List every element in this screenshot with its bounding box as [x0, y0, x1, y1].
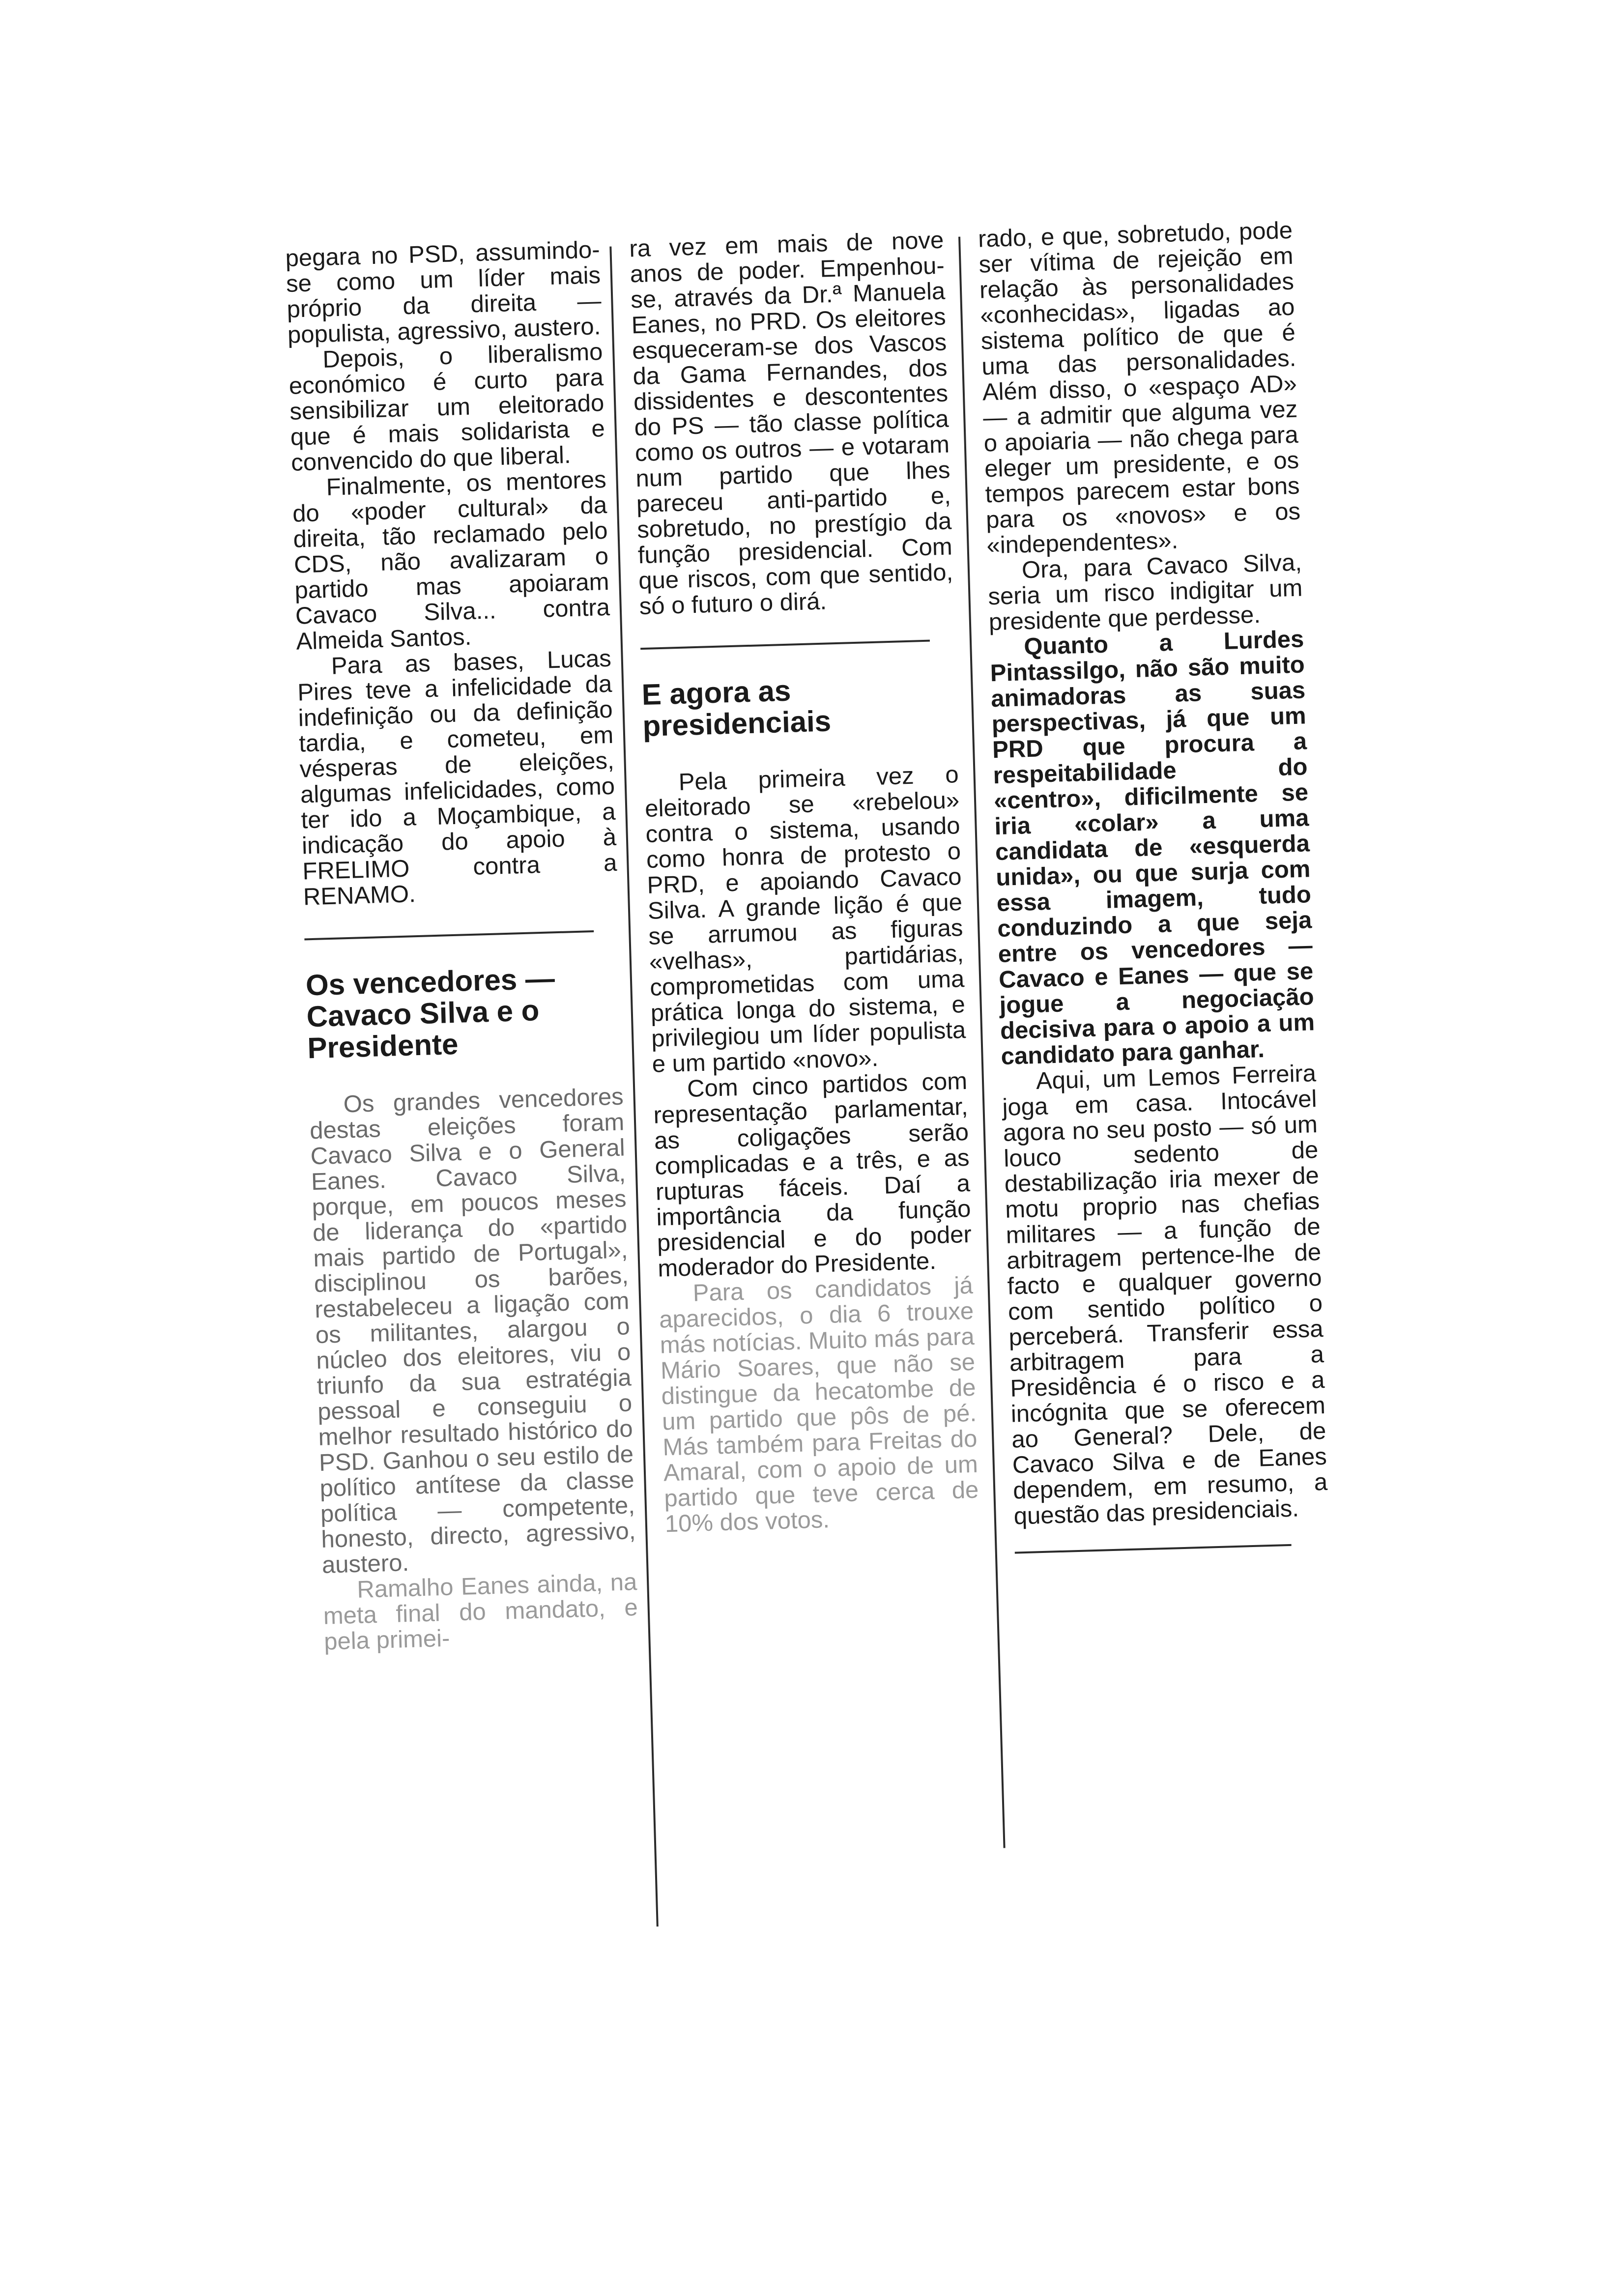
article-column-3	[978, 218, 1330, 1583]
paragraph: Quanto a Lurdes Pintassilgo, não são muito animadoras as suas perspectivas, já que um PRD que procura a respeitabilidade do «centro», dificilmente se iria «colar» a uma candidata de «esquerda unida», ou que surja com essa imagem, tudo conduzindo a que seja entre os vencedores — Cavaco e Eanes — que se jogue a negociação decisiva para o apoio a um candidato para ganhar.	[990, 626, 1315, 1070]
paragraph: Finalmente, os mentores do «poder cultural» da direita, tão reclamado pelo CDS, não avalizaram o partido mas apoiaram Cavaco Silva... contra Almeida Santos.	[292, 466, 610, 655]
paragraph: Para os candidatos já aparecidos, o dia 6 trouxe más notícias. Muito más para Mário Soares, que não se distingue da hecatombe de um partido que pôs de pé. Más também para Freitas do Amaral, com o apoio de um partido que teve cerca de 10% dos votos.	[659, 1272, 979, 1538]
paragraph: pegara no PSD, assumindo-se como um líder mais próprio da direita — populista, agressivo, austero.	[285, 236, 602, 348]
paragraph: Os grandes vencedores destas eleições foram Cavaco Silva e o General Eanes. Cavaco Silva, porque, em poucos meses de liderança do «partido mais partido de Portugal», disciplinou os barões, restabeleceu a ligação com os militantes, alargou o núcleo dos eleitores, viu o triunfo da sua estratégia pessoal e conseguiu o melhor resultado histórico do PSD. Ganhou o seu estilo de político antítese da classe política — competente, honesto, directo, agressivo, austero.	[309, 1083, 636, 1578]
paragraph: Ramalho Eanes ainda, na meta final do mandato, e pela primei-	[323, 1569, 638, 1655]
section-headline: E agora as presidenciais	[641, 674, 832, 743]
newspaper-clipping	[285, 215, 1428, 1946]
paragraph: Pela primeira vez o eleitorado se «rebelou» contra o sistema, usando como honra de protesto o PRD, e apoiando Cavaco Silva. A grande lição é que se arrumou as figuras «velhas», partidárias, comprometidas com uma prática longa do sistema, e privilegiou um líder populista e um partido «novo».	[644, 761, 966, 1078]
paragraph: ra vez em mais de nove anos de poder. Empenhou-se, através da Dr.ª Manuela Eanes, no PRD. Os eleitores esqueceram-se dos Vascos da Gama Fernandes, dos dissidentes e descontentes do PS — tão classe política como os outros — e votaram num partido que lhes pareceu anti-partido e, sobretudo, no prestígio da função presidencial. Com que riscos, com que sentido, só o futuro o dirá.	[629, 227, 953, 620]
paragraph: rado, e que, sobretudo, pode ser vítima de rejeição em relação às personalidades «conhecidas», ligadas ao sistema político de que é uma das personalidades. Além disso, o «espaço AD» — a admitir que alguma vez o apoiaria — não chega para eleger um presidente, e os tempos parecem estar bons para os «novos» e os «independentes».	[978, 217, 1301, 559]
article-column-2	[629, 228, 980, 1537]
section-divider	[640, 640, 930, 650]
section-divider	[304, 930, 594, 940]
column-end-rule	[1015, 1544, 1292, 1554]
paragraph: Aqui, um Lemos Ferreira joga em casa. Intocável agora no seu posto — só um louco sedento de destabilização iria mexer de motu proprio nas chefias militares — a função de arbitragem pertence-lhe de facto e qualquer governo com sentido político o perceberá. Transferir essa arbitragem para a Presidência é o risco e a incógnita que se oferecem ao General? Dele, de Cavaco Silva e de Eanes dependem, em resumo, a questão das presidenciais.	[1002, 1060, 1328, 1530]
paragraph: Depois, o liberalismo económico é curto para sensibilizar um eleitorado que é mais solidarista e convencido do que liberal.	[288, 339, 605, 476]
article-column-1	[285, 237, 639, 1655]
paragraph: Ora, para Cavaco Silva, seria um risco indigitar um presidente que perdesse.	[987, 549, 1303, 636]
paragraph: Com cinco partidos com representação parlamentar, as coligações serão complicadas e a três, e as rupturas fáceis. Daí a importância da função presidencial e do poder moderador do Presidente.	[653, 1067, 972, 1282]
paragraph: Para as bases, Lucas Pires teve a infelicidade da indefinição ou da definição tardia, e cometeu, em vésperas de eleições, algumas infelicidades, como ter ido a Moçambique, a indicação do apoio à FRELIMO contra a RENAMO.	[297, 645, 618, 911]
section-headline: Os vencedores — Cavaco Silva e o Presidente	[305, 962, 555, 1065]
